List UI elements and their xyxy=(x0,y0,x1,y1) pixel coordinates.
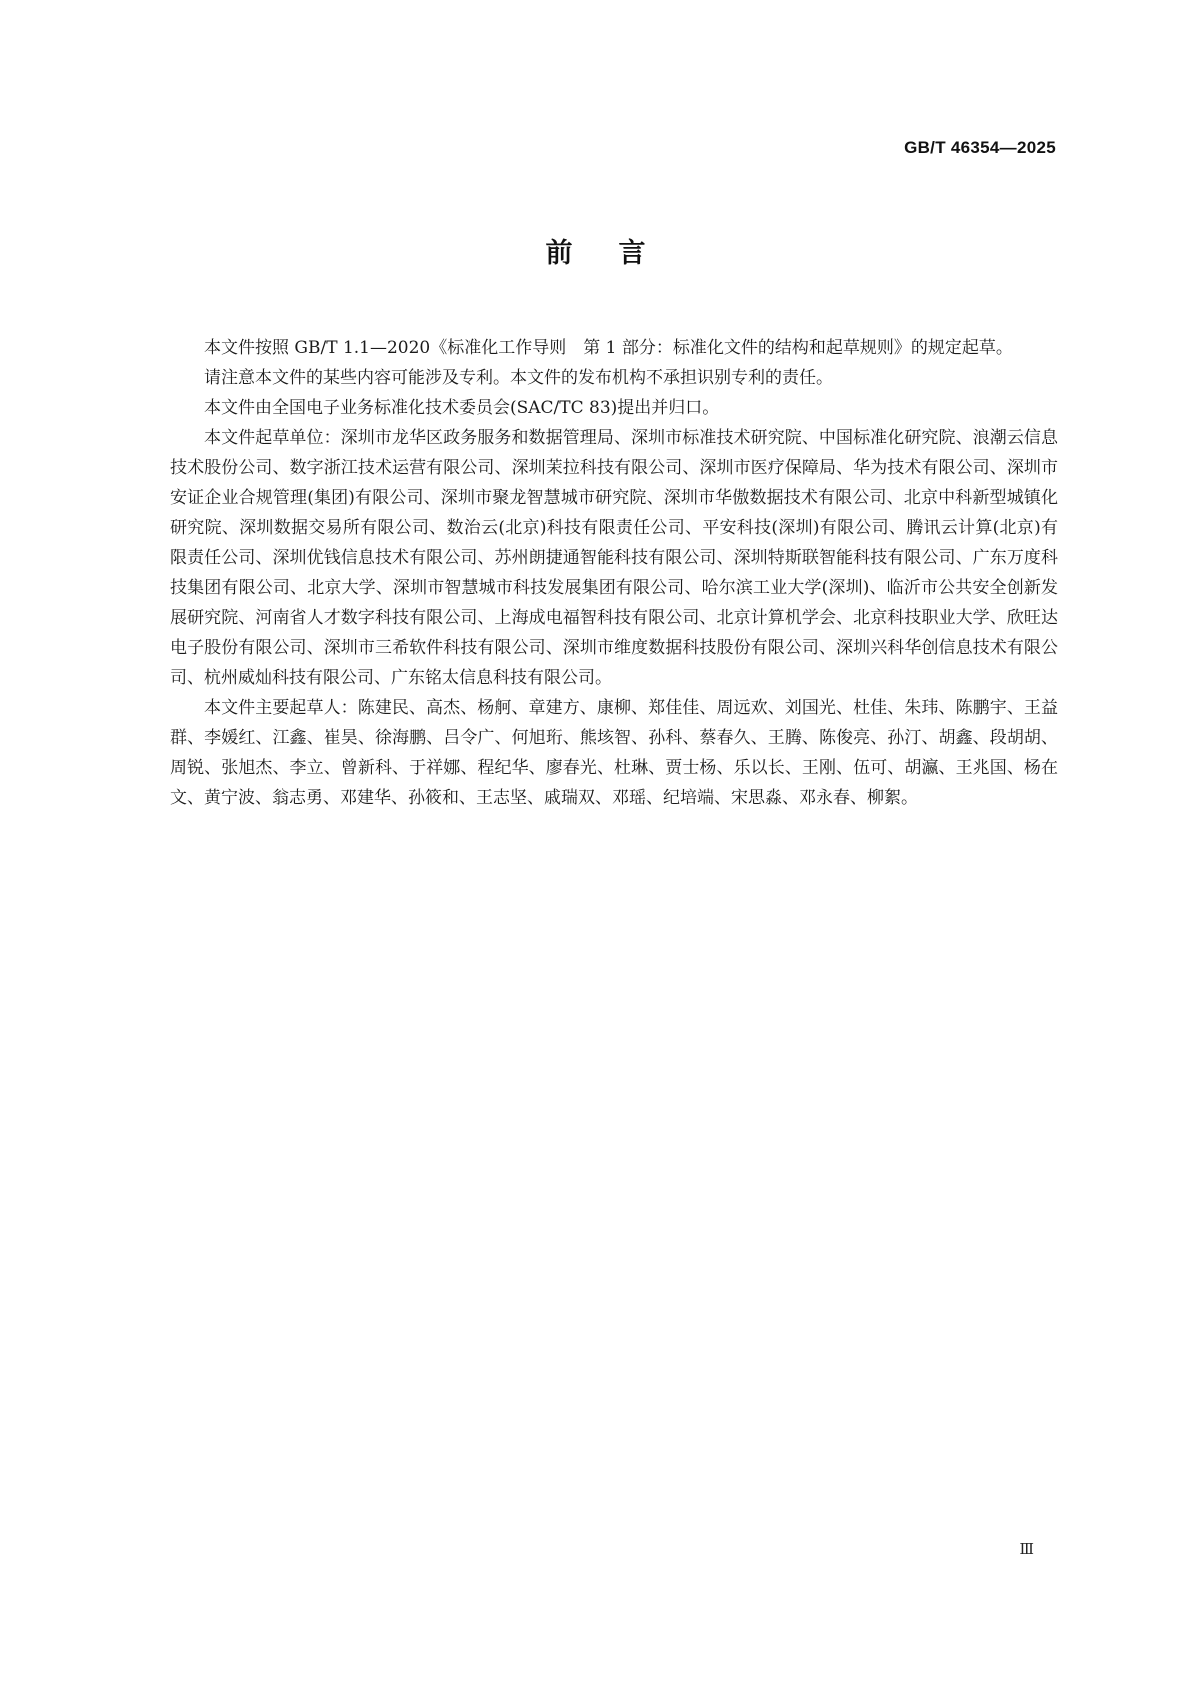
preface-body xyxy=(170,333,1058,813)
paragraph-drafters: 本文件主要起草人：陈建民、高杰、杨舸、章建方、康柳、郑佳佳、周远欢、刘国光、杜佳、朱玮、陈鹏宇、王益群、李媛红、江鑫、崔昊、徐海鹏、吕令广、何旭珩、熊垓智、孙科、蔡春久、王腾、陈俊亮、孙汀、胡鑫、段胡胡、周锐、张旭杰、李立、曾新科、于祥娜、程纪华、廖春光、杜琳、贾士杨、乐以长、王刚、伍可、胡瀛、王兆国、杨在文、黄宁波、翁志勇、邓建华、孙筱和、王志坚、戚瑞双、邓瑶、纪培端、宋思淼、邓永春、柳絮。 xyxy=(170,698,1058,808)
paragraph-proposer: 本文件由全国电子业务标准化技术委员会(SAC/TC 83)提出并归口。 xyxy=(204,398,720,418)
document-code: GB/T 46354—2025 xyxy=(904,138,1056,157)
paragraph-drafting-rules: 本文件按照 GB/T 1.1—2020《标准化工作导则 第 1 部分：标准化文件的结构和起草规则》的规定起草。 xyxy=(204,338,1013,358)
page-number: Ⅲ xyxy=(1019,1540,1034,1558)
paragraph-patent-notice: 请注意本文件的某些内容可能涉及专利。本文件的发布机构不承担识别专利的责任。 xyxy=(204,368,833,388)
page-title: 前言 xyxy=(545,238,692,269)
paragraph-drafting-organizations: 本文件起草单位：深圳市龙华区政务服务和数据管理局、深圳市标准技术研究院、中国标准化研究院、浪潮云信息技术股份公司、数字浙江技术运营有限公司、深圳茉拉科技有限公司、深圳市医疗保障局、华为技术有限公司、深圳市安证企业合规管理(集团)有限公司、深圳市聚龙智慧城市研究院、深圳市华傲数据技术有限公司、北京中科新型城镇化研究院、深圳数据交易所有限公司、数治云(北京)科技有限责任公司、平安科技(深圳)有限公司、腾讯云计算(北京)有限责任公司、深圳优钱信息技术有限公司、苏州朗捷通智能科技有限公司、深圳特斯联智能科技有限公司、广东万度科技集团有限公司、北京大学、深圳市智慧城市科技发展集团有限公司、哈尔滨工业大学(深圳)、临沂市公共安全创新发展研究院、河南省人才数字科技有限公司、上海成电福智科技有限公司、北京计算机学会、北京科技职业大学、欣旺达电子股份有限公司、深圳市三希软件科技有限公司、深圳市维度数据科技股份有限公司、深圳兴科华创信息技术有限公司、杭州威灿科技有限公司、广东铭太信息科技有限公司。 xyxy=(170,428,1058,688)
